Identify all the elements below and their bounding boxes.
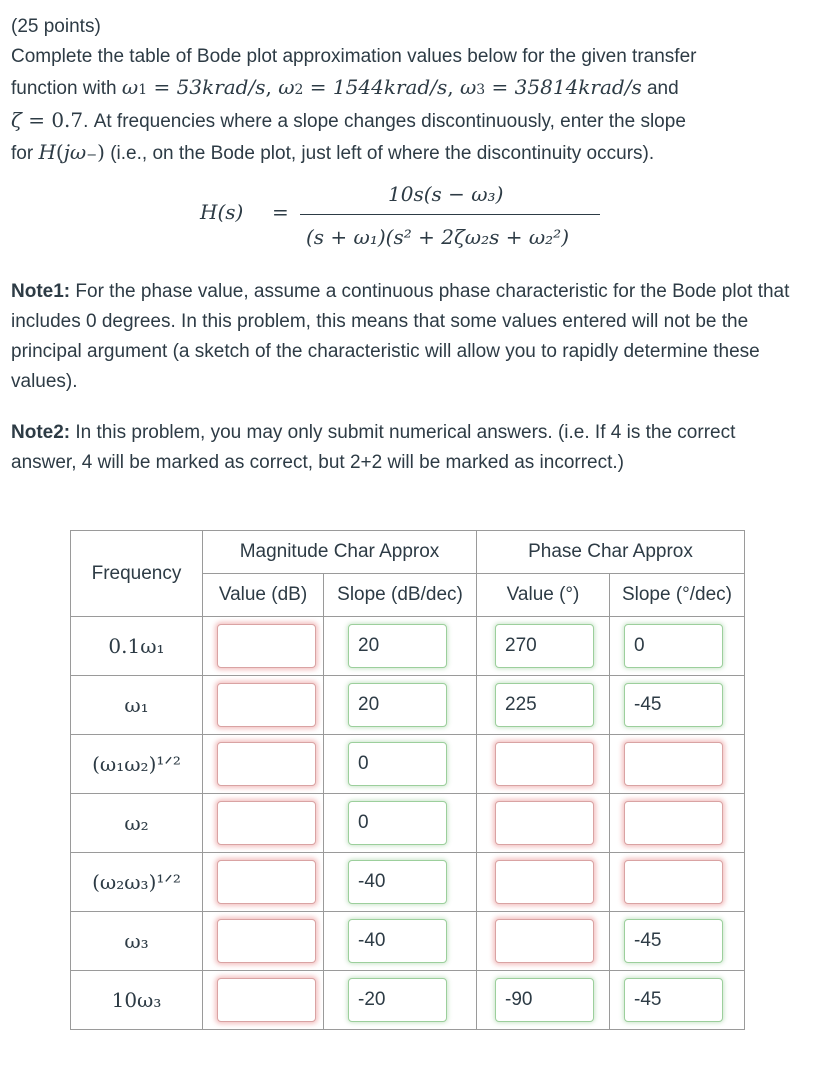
table-row xyxy=(71,735,745,794)
formula-lhs: H(s) xyxy=(200,200,244,224)
phase-slope-cell xyxy=(610,735,745,794)
mag-value-input[interactable] xyxy=(217,624,316,668)
frequency-cell xyxy=(71,676,203,735)
note-2-label: Note2: xyxy=(11,422,71,443)
phase-slope-cell xyxy=(610,971,745,1030)
phase-value-input[interactable] xyxy=(495,860,594,904)
phase-slope-cell xyxy=(610,617,745,676)
phase-slope-input[interactable]: -45 xyxy=(624,978,723,1022)
phase-slope-input[interactable]: -45 xyxy=(624,683,723,727)
note-1-label: Note1: xyxy=(11,281,71,302)
frequency-cell xyxy=(71,912,203,971)
mag-slope-cell xyxy=(324,617,477,676)
mag-value-cell xyxy=(203,676,324,735)
phase-value-cell xyxy=(477,676,610,735)
mag-value-cell xyxy=(203,617,324,676)
phase-slope-cell xyxy=(610,912,745,971)
mag-slope-input[interactable]: 20 xyxy=(348,683,447,727)
formula-denominator: (s + ω₁)(s² + 2ζω₂s + ω₂²) xyxy=(306,225,569,249)
frequency-cell xyxy=(71,735,203,794)
phase-value-input[interactable]: 270 xyxy=(495,624,594,668)
table-row xyxy=(71,676,745,735)
mag-slope-input[interactable]: 0 xyxy=(348,801,447,845)
frequency-header: Frequency xyxy=(71,531,203,617)
transfer-function xyxy=(200,170,620,260)
mag-slope-input[interactable]: 20 xyxy=(348,624,447,668)
frequency-cell xyxy=(71,617,203,676)
w3-value: 35814krad/s xyxy=(514,75,642,99)
mag-slope-cell xyxy=(324,853,477,912)
phase-slope-input[interactable] xyxy=(624,742,723,786)
phase-value-input[interactable] xyxy=(495,742,594,786)
note-2-text: In this problem, you may only submit numerical answers. (i.e. If 4 is the correct answer, 4 will be marked as correct, but 2+2 will be marked as incorrect.) xyxy=(11,422,736,473)
phase-slope-subheader: Slope (°/dec) xyxy=(610,574,745,617)
phase-value-cell xyxy=(477,617,610,676)
phase-header: Phase Char Approx xyxy=(477,531,745,574)
phase-value-input[interactable]: -90 xyxy=(495,978,594,1022)
mag-slope-cell xyxy=(324,971,477,1030)
phase-slope-input[interactable]: -45 xyxy=(624,919,723,963)
phase-value-cell xyxy=(477,794,610,853)
phase-value-input[interactable] xyxy=(495,801,594,845)
table-row xyxy=(71,617,745,676)
note-1 xyxy=(11,277,801,397)
phase-value-cell xyxy=(477,971,610,1030)
mag-value-input[interactable] xyxy=(217,801,316,845)
note-1-text: For the phase value, assume a continuous phase characteristic for the Bode plot that includes 0 degrees. In this problem, this means that some values entered will not be the principal argument (a sketch of the characteristic will allow you to rapidly determine these values). xyxy=(11,281,790,392)
phase-slope-input[interactable] xyxy=(624,801,723,845)
intro-line-3: ζ = 0.7. At frequencies where a slope changes discontinuously, enter the slope xyxy=(11,108,686,132)
frequency-cell xyxy=(71,853,203,912)
frequency-label: (ω₂ω₃)¹ᐟ² xyxy=(92,869,181,894)
mag-slope-input[interactable]: -40 xyxy=(348,860,447,904)
w2-value: 1544krad/s xyxy=(332,75,448,99)
phase-value-cell xyxy=(477,853,610,912)
mag-slope-cell xyxy=(324,735,477,794)
mag-value-cell xyxy=(203,735,324,794)
intro-line-2: function with ω1 = 53krad/s, ω2 = 1544krad/s, ω3 = 35814krad/s and xyxy=(11,75,679,99)
phase-value-cell xyxy=(477,912,610,971)
phase-slope-cell xyxy=(610,676,745,735)
magnitude-header: Magnitude Char Approx xyxy=(203,531,477,574)
phase-slope-input[interactable]: 0 xyxy=(624,624,723,668)
table-row xyxy=(71,912,745,971)
phase-slope-cell xyxy=(610,853,745,912)
zeta-value: 0.7 xyxy=(51,108,84,132)
frequency-label: 0.1ω₁ xyxy=(108,633,165,658)
phase-slope-cell xyxy=(610,794,745,853)
mag-slope-cell xyxy=(324,676,477,735)
mag-slope-subheader: Slope (dB/dec) xyxy=(324,574,477,617)
formula-numerator: 10s(s − ω₃) xyxy=(388,182,504,206)
formula-equals: = xyxy=(272,200,289,224)
mag-slope-cell xyxy=(324,794,477,853)
mag-slope-input[interactable]: -40 xyxy=(348,919,447,963)
problem-statement xyxy=(11,12,801,171)
mag-value-cell xyxy=(203,794,324,853)
phase-value-cell xyxy=(477,735,610,794)
header-row-1 xyxy=(71,531,745,574)
frequency-label: (ω₁ω₂)¹ᐟ² xyxy=(92,751,181,776)
mag-value-input[interactable] xyxy=(217,683,316,727)
table-row xyxy=(71,794,745,853)
mag-value-cell xyxy=(203,971,324,1030)
mag-value-subheader: Value (dB) xyxy=(203,574,324,617)
fraction-bar xyxy=(300,214,600,215)
mag-value-input[interactable] xyxy=(217,860,316,904)
mag-value-input[interactable] xyxy=(217,919,316,963)
mag-value-input[interactable] xyxy=(217,978,316,1022)
mag-slope-input[interactable]: 0 xyxy=(348,742,447,786)
frequency-cell xyxy=(71,794,203,853)
mag-value-input[interactable] xyxy=(217,742,316,786)
phase-slope-input[interactable] xyxy=(624,860,723,904)
mag-value-cell xyxy=(203,912,324,971)
intro-line-4: for H(jω−) (i.e., on the Bode plot, just left of where the discontinuity occurs). xyxy=(11,140,655,164)
note-2 xyxy=(11,418,801,478)
frequency-label: ω₂ xyxy=(124,810,149,835)
table-row xyxy=(71,853,745,912)
frequency-label: ω₁ xyxy=(124,692,149,717)
phase-value-input[interactable]: 225 xyxy=(495,683,594,727)
mag-slope-input[interactable]: -20 xyxy=(348,978,447,1022)
points-label: (25 points) xyxy=(11,16,101,37)
intro-line-1: Complete the table of Bode plot approximation values below for the given transfer xyxy=(11,46,697,67)
table-body xyxy=(71,617,745,1030)
mag-slope-cell xyxy=(324,912,477,971)
table-row xyxy=(71,971,745,1030)
bode-table xyxy=(70,530,745,1030)
w1-value: 53krad/s xyxy=(176,75,266,99)
frequency-label: 10ω₃ xyxy=(111,987,162,1012)
frequency-label: ω₃ xyxy=(124,928,149,953)
mag-value-cell xyxy=(203,853,324,912)
frequency-cell xyxy=(71,971,203,1030)
phase-value-input[interactable] xyxy=(495,919,594,963)
phase-value-subheader: Value (°) xyxy=(477,574,610,617)
